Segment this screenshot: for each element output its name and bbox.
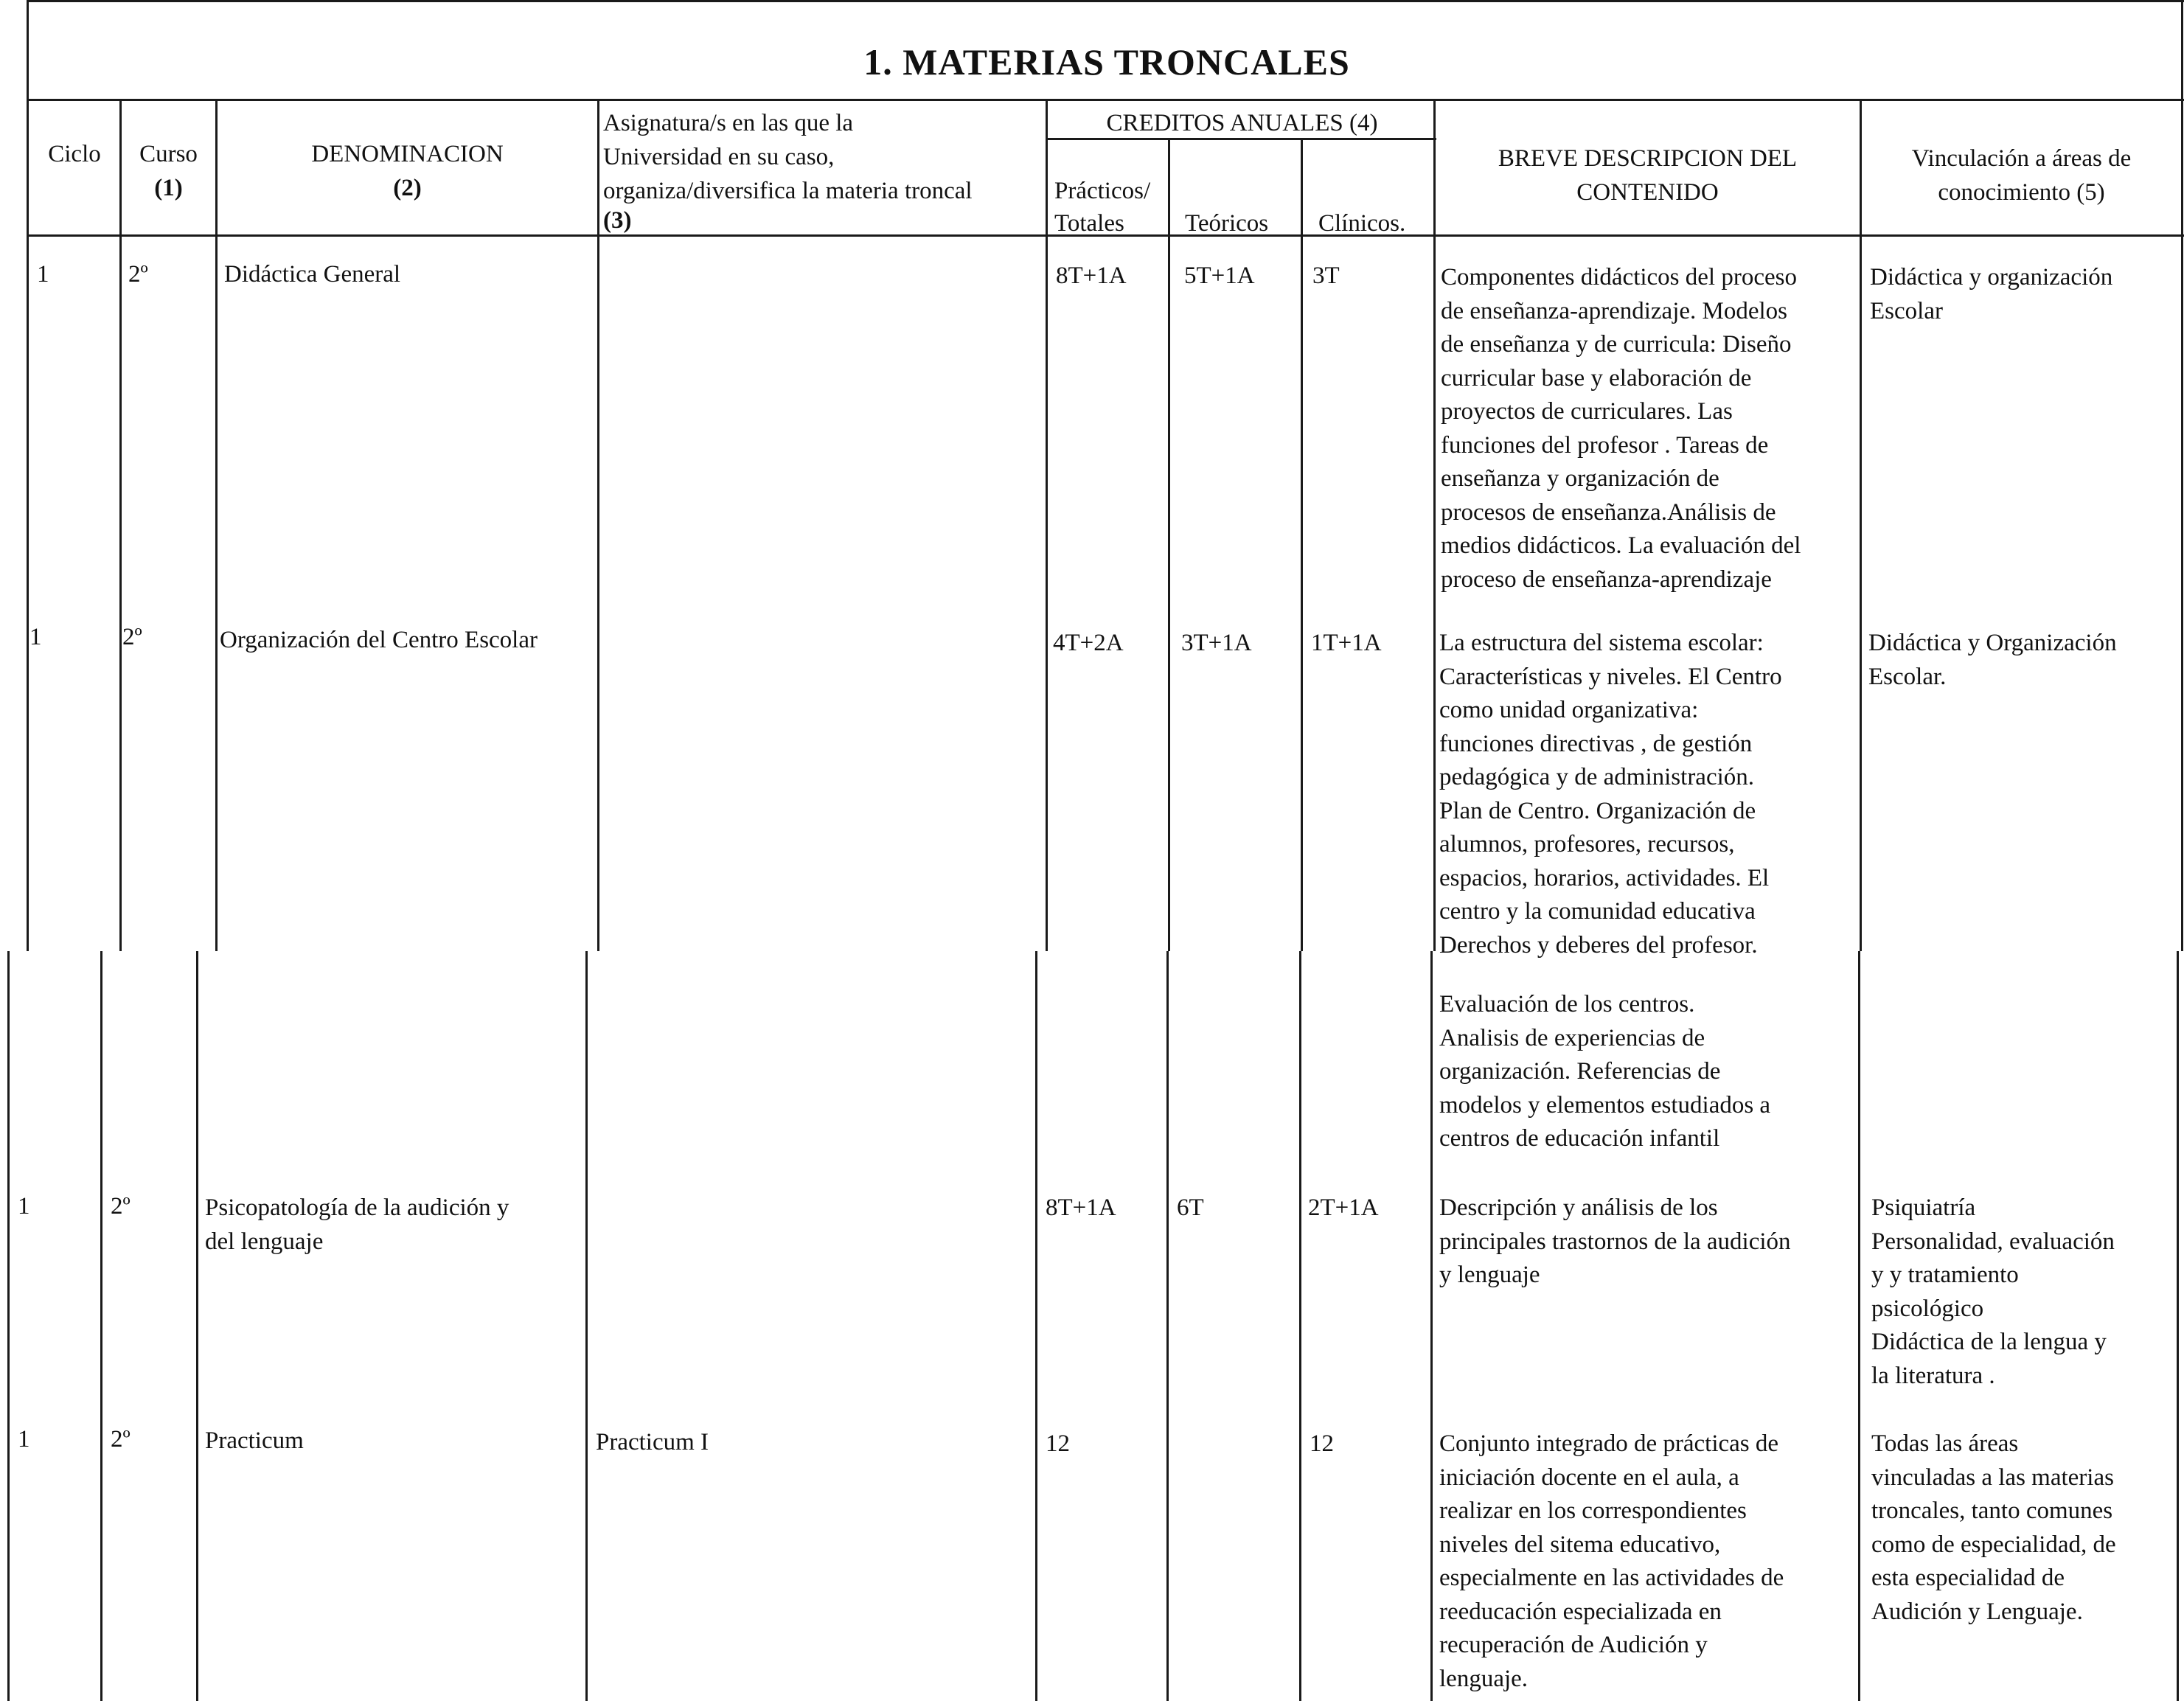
text-line: Características y niveles. El Centro	[1439, 663, 1782, 690]
frame-right-rule	[2181, 0, 2183, 951]
row1-vinculacion	[1870, 261, 2112, 328]
row3-totales: 8T+1A	[1046, 1194, 1116, 1221]
row4-totales: 12	[1046, 1430, 1070, 1457]
header-asignatura-line3: organiza/diversifica la materia troncal	[603, 178, 973, 204]
lower-rule-teoricos	[1166, 951, 1169, 1701]
header-asignatura-line2: Universidad en su caso,	[603, 144, 835, 170]
text-line: vinculadas a las materias	[1871, 1464, 2114, 1491]
col-rule-curso	[119, 99, 122, 951]
text-line: de enseñanza-aprendizaje. Modelos	[1441, 297, 1788, 324]
text-line: y y tratamiento	[1871, 1262, 2019, 1288]
col-rule-denominacion	[215, 99, 218, 951]
text-line: Escolar	[1870, 297, 1943, 324]
text-line: modelos y elementos estudiados a	[1439, 1091, 1771, 1119]
text-line: organización. Referencias de	[1439, 1058, 1721, 1085]
row1-teoricos: 5T+1A	[1184, 262, 1255, 289]
row3-clinicos: 2T+1A	[1308, 1194, 1379, 1221]
text-line: enseñanza y organización de	[1441, 465, 1719, 492]
text-line: del lenguaje	[205, 1228, 324, 1255]
col-rule-vinculacion	[1860, 99, 1862, 951]
row1-denominacion: Didáctica General	[224, 261, 401, 288]
text-line: espacios, horarios, actividades. El	[1439, 864, 1770, 891]
text-line: procesos de enseñanza.Análisis de	[1441, 498, 1776, 526]
row1-ciclo: 1	[37, 261, 49, 288]
header-practicos-line1: Prácticos/	[1054, 178, 1151, 204]
lower-rule-vinculacion	[1858, 951, 1860, 1701]
page-title: 1. MATERIAS TRONCALES	[863, 41, 1350, 83]
text-line: Psiquiatría	[1871, 1194, 1976, 1221]
text-line: la literatura .	[1871, 1362, 1995, 1389]
row2-descripcion-continued	[1439, 988, 1770, 1156]
text-line: especialmente en las actividades de	[1439, 1565, 1784, 1591]
text-line: Conjunto integrado de prácticas de	[1439, 1430, 1779, 1457]
text-line: lenguaje.	[1439, 1665, 1529, 1692]
text-line: Escolar.	[1868, 663, 1947, 690]
header-teoricos: Teóricos	[1185, 210, 1269, 237]
text-line: esta especialidad de	[1871, 1565, 2065, 1591]
row4-denominacion: Practicum	[205, 1427, 304, 1454]
text-line: centros de educación infantil	[1439, 1125, 1720, 1152]
row2-vinculacion	[1868, 627, 2117, 694]
text-line: Psicopatología de la audición y	[205, 1194, 510, 1221]
header-creditos: CREDITOS ANUALES (4)	[1106, 110, 1378, 136]
col-rule-teoricos	[1168, 138, 1170, 951]
text-line: Analisis de experiencias de	[1439, 1024, 1705, 1051]
row3-descripcion	[1439, 1192, 1791, 1293]
text-line: La estructura del sistema escolar:	[1439, 630, 1764, 656]
header-curso-note: (1)	[154, 175, 183, 201]
text-line: niveles del sitema educativo,	[1439, 1531, 1721, 1558]
text-line: proceso de enseñanza-aprendizaje	[1441, 566, 1772, 593]
lower-rule-denominacion	[196, 951, 198, 1701]
text-line: Didáctica y organización	[1870, 264, 2113, 291]
text-line: psicológico	[1871, 1295, 1984, 1322]
lower-rule-clinicos	[1299, 951, 1301, 1701]
text-line: realizar en los correspondientes	[1439, 1497, 1747, 1524]
row4-descripcion	[1439, 1427, 1784, 1696]
lower-right-rule	[2177, 951, 2179, 1701]
lower-rule-descripcion	[1430, 951, 1433, 1701]
frame-top-rule	[27, 0, 2184, 2]
text-line: Personalidad, evaluación	[1871, 1228, 2115, 1255]
text-line: curricular base y elaboración de	[1441, 364, 1752, 392]
lower-rule-curso	[100, 951, 102, 1701]
row1-clinicos: 3T	[1312, 262, 1340, 289]
row3-ciclo: 1	[18, 1193, 30, 1220]
row2-clinicos: 1T+1A	[1311, 630, 1382, 656]
text-line: reeducación especializada en	[1439, 1598, 1722, 1625]
lower-rule-asignatura	[585, 951, 588, 1701]
row1-descripcion	[1441, 261, 1801, 596]
lower-left-rule	[7, 951, 10, 1701]
text-line: Audición y Lenguaje.	[1871, 1598, 2083, 1625]
header-curso: Curso	[139, 141, 198, 167]
row3-curso: 2º	[111, 1193, 131, 1220]
header-denominacion: DENOMINACION	[311, 141, 504, 167]
text-line: proyectos de curriculares. Las	[1441, 398, 1733, 425]
row3-teoricos: 6T	[1177, 1194, 1204, 1221]
text-line: como de especialidad, de	[1871, 1531, 2116, 1558]
row4-curso: 2º	[111, 1426, 131, 1453]
text-line: Derechos y deberes del profesor.	[1439, 931, 1758, 959]
col-rule-practicos	[1046, 99, 1048, 951]
header-practicos-line2: Totales	[1054, 210, 1124, 237]
text-line: Evaluación de los centros.	[1439, 991, 1695, 1018]
row1-totales: 8T+1A	[1056, 262, 1127, 289]
text-line: iniciación docente en el aula, a	[1439, 1464, 1739, 1491]
header-asignatura-note: (3)	[603, 207, 632, 234]
text-line: centro y la comunidad educativa	[1439, 898, 1756, 925]
row2-denominacion: Organización del Centro Escolar	[220, 627, 538, 653]
text-line: Didáctica de la lengua y	[1871, 1329, 2107, 1355]
text-line: de enseñanza y de curricula: Diseño	[1441, 331, 1792, 358]
row4-clinicos: 12	[1310, 1430, 1334, 1457]
text-line: alumnos, profesores, recursos,	[1439, 831, 1735, 858]
text-line: principales trastornos de la audición	[1439, 1228, 1791, 1255]
row4-vinculacion	[1871, 1427, 2116, 1629]
header-denominacion-note: (2)	[393, 175, 422, 201]
header-ciclo: Ciclo	[48, 141, 101, 167]
text-line: troncales, tanto comunes	[1871, 1497, 2113, 1524]
col-rule-clinicos	[1301, 138, 1303, 951]
row2-ciclo: 1	[29, 624, 42, 650]
row3-denominacion	[205, 1192, 509, 1259]
row4-asignatura: Practicum I	[596, 1429, 709, 1455]
row2-teoricos: 3T+1A	[1181, 630, 1252, 656]
row4-ciclo: 1	[18, 1426, 30, 1453]
row3-vinculacion	[1871, 1192, 2115, 1393]
lower-rule-practicos	[1035, 951, 1037, 1701]
row2-totales: 4T+2A	[1053, 630, 1124, 656]
header-vinculacion-line1: Vinculación a áreas de	[1911, 145, 2132, 172]
text-line: recuperación de Audición y	[1439, 1632, 1708, 1658]
text-line: Componentes didácticos del proceso	[1441, 264, 1797, 291]
header-descripcion-line1: BREVE DESCRIPCION DEL	[1498, 145, 1798, 172]
text-line: como unidad organizativa:	[1439, 697, 1699, 723]
frame-left-rule	[27, 0, 29, 951]
header-asignatura-line1: Asignatura/s en las que la	[603, 110, 854, 136]
header-descripcion-line2: CONTENIDO	[1576, 179, 1719, 206]
text-line: Plan de Centro. Organización de	[1439, 797, 1756, 824]
col-rule-asignatura	[597, 99, 599, 951]
header-vinculacion-line2: conocimiento (5)	[1938, 179, 2105, 206]
col-rule-descripcion	[1433, 99, 1436, 951]
row2-curso: 2º	[122, 624, 142, 650]
header-clinicos: Clínicos.	[1318, 210, 1406, 237]
text-line: medios didácticos. La evaluación del	[1441, 532, 1801, 559]
text-line: Didáctica y Organización	[1868, 630, 2117, 656]
text-line: pedagógica y de administración.	[1439, 764, 1755, 790]
text-line: funciones del profesor . Tareas de	[1441, 431, 1769, 459]
text-line: funciones directivas , de gestión	[1439, 730, 1753, 757]
text-line: Todas las áreas	[1871, 1430, 2019, 1457]
text-line: y lenguaje	[1439, 1262, 1540, 1288]
row1-curso: 2º	[128, 261, 148, 288]
row2-descripcion	[1439, 627, 1782, 962]
text-line: Descripción y análisis de los	[1439, 1194, 1718, 1221]
